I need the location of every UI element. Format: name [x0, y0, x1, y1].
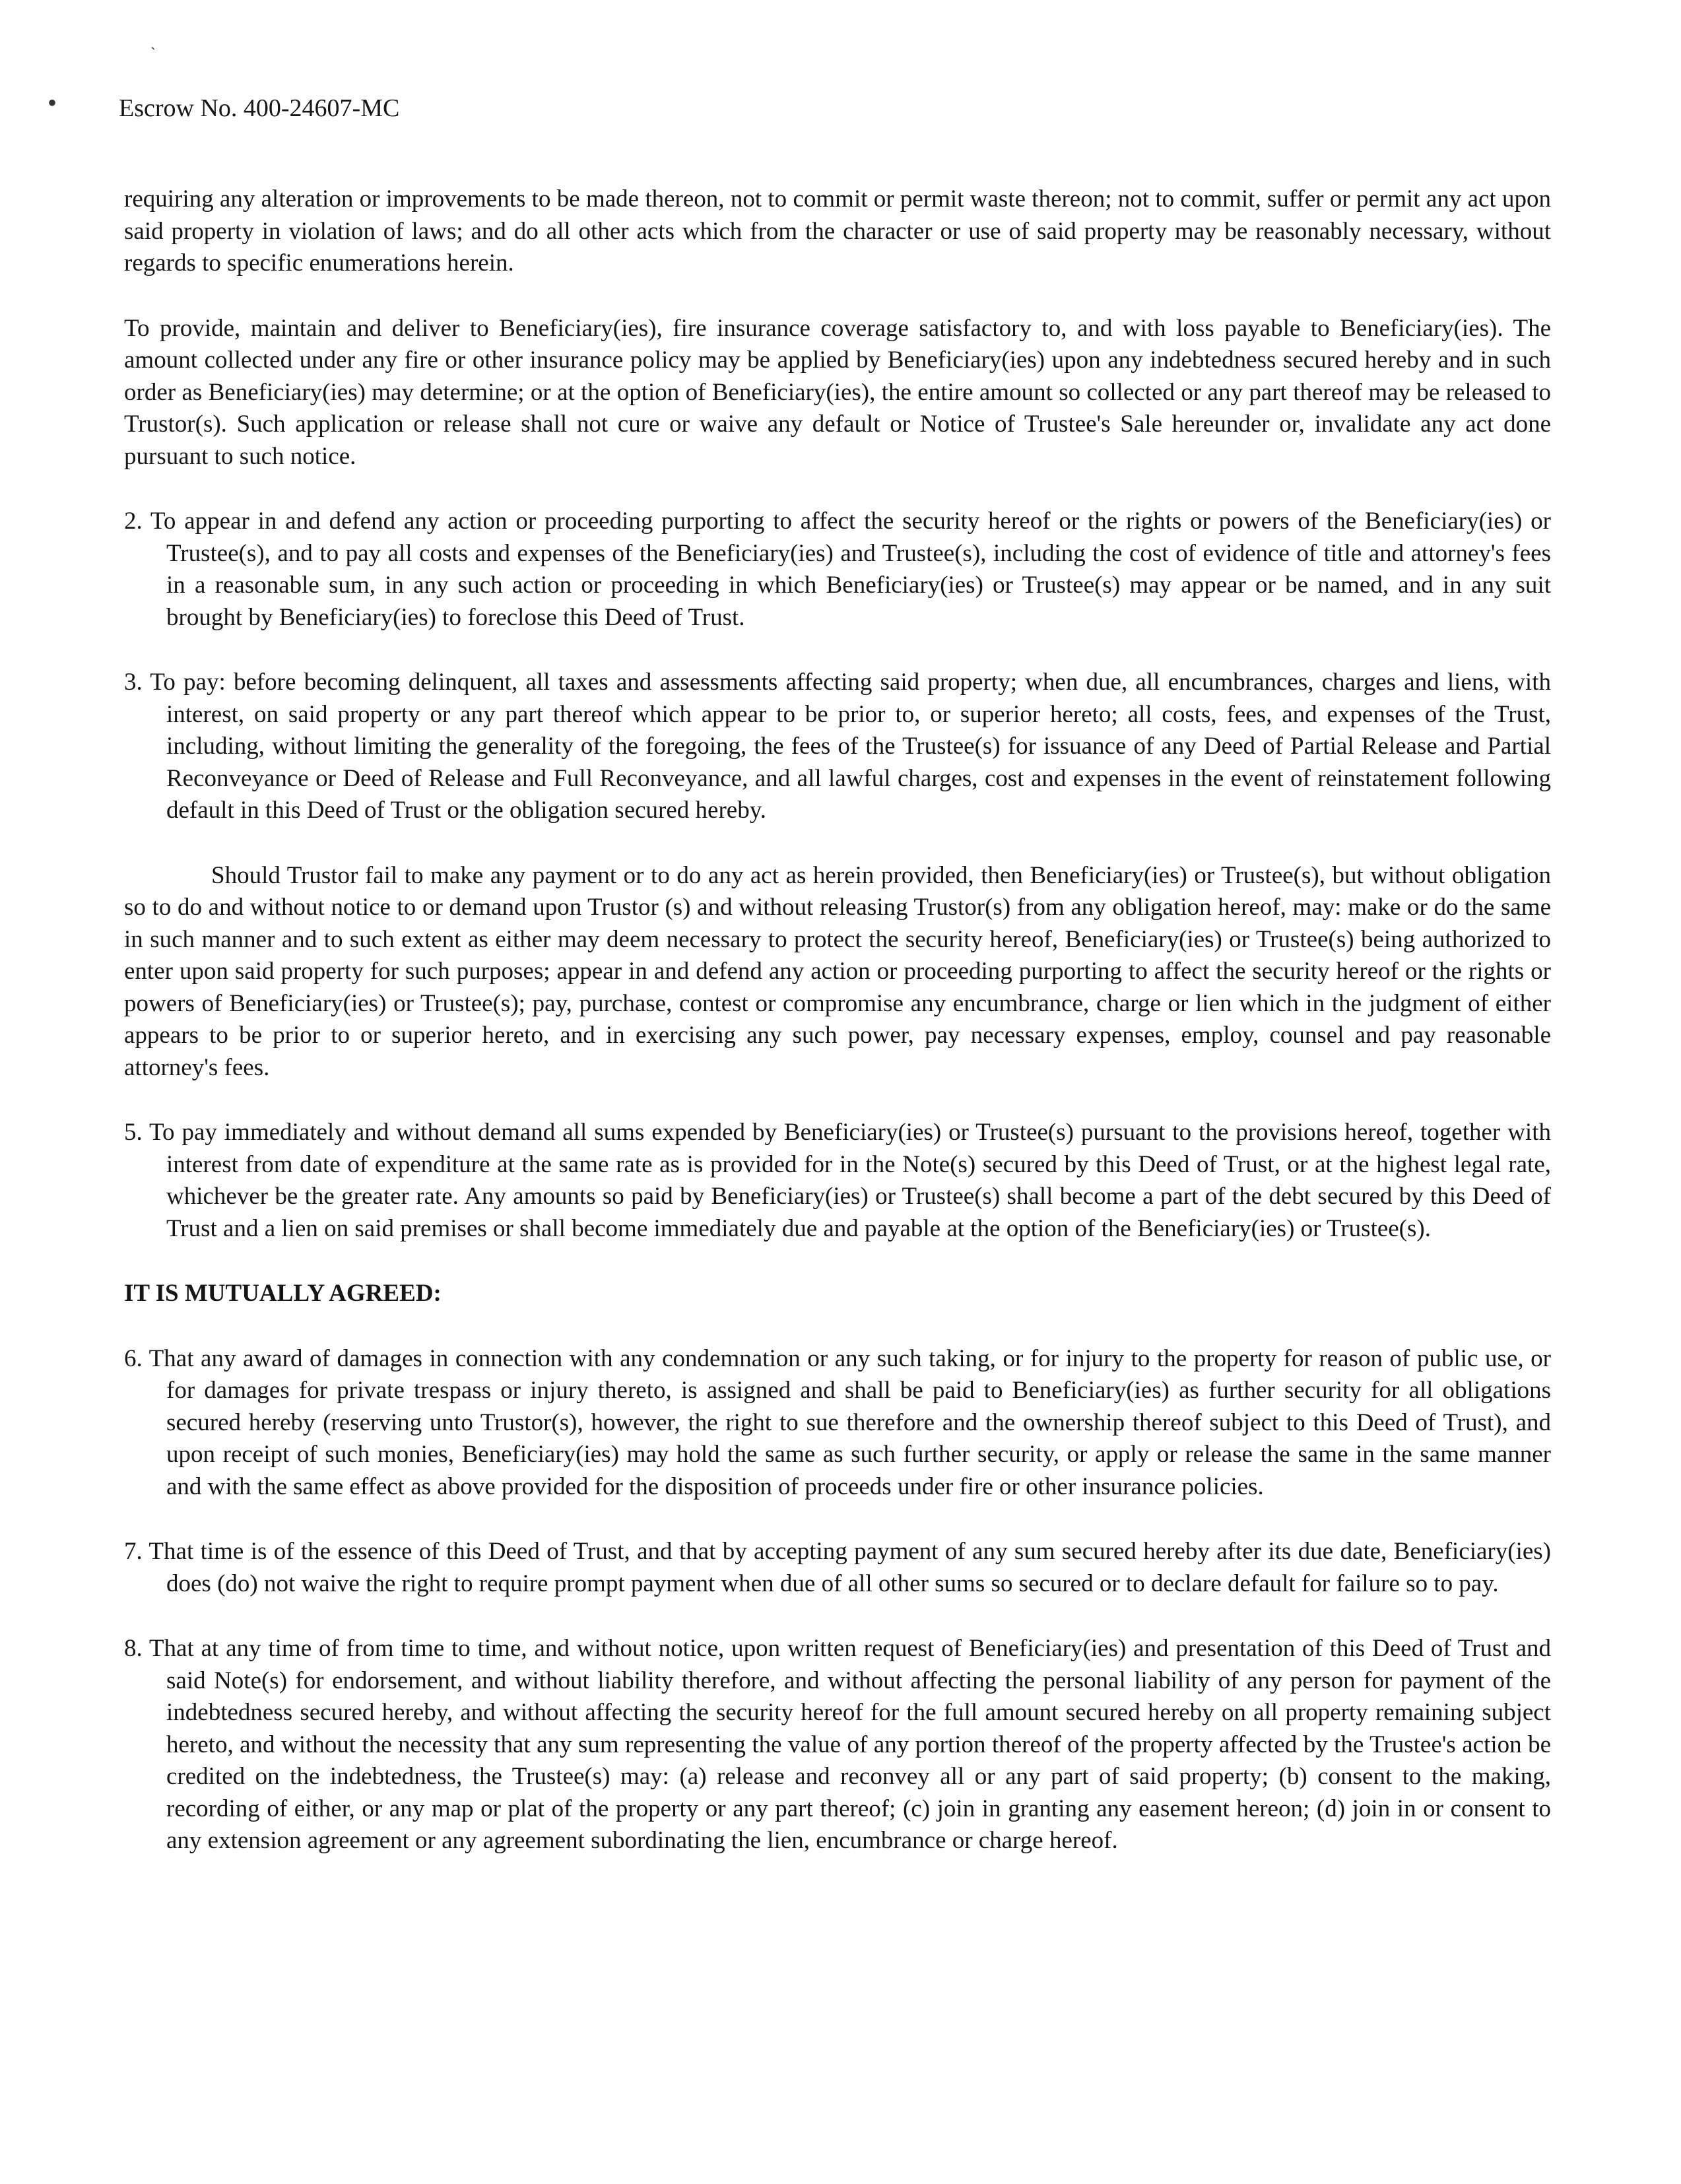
bullet-mark: • — [48, 88, 57, 117]
clause-8: 8. That at any time of from time to time, and without notice, upon written request of Beneficiary(ies) and presentation of this Deed of Trust and said Note(s) for endorsement, and without liability therefore, and without affecting the personal liability of any person for payment of the indebtedness secured hereby, and without affecting the security hereof for the full amount secured hereby on all property remaining subject hereto, and without the necessity that any sum representing the value of any portion thereof of the property affected by the Trustee's action be credited on the indebtedness, the Trustee(s) may: (a) release and reconvey all or any part of said property; (b) consent to the making, recording of either, or any map or plat of the property or any part thereof; (c) join in granting any easement hereon; (d) join in or consent to any extension agreement or any agreement subordinating the lien, encumbrance or charge hereof. — [124, 1635, 1551, 1854]
section-heading: IT IS MUTUALLY AGREED: — [124, 1280, 442, 1307]
clause-2: 2. To appear in and defend any action or proceeding purporting to affect the security hereof or the rights or powers of the Beneficiary(ies) or Trustee(s), and to pay all costs and expenses of the Beneficiary(ies) and Trustee(s), including the cost of evidence of title and attorney's fees in a reasonable sum, in any such action or proceeding in which Beneficiary(ies) or Trustee(s) may appear or be named, and in any suit brought by Beneficiary(ies) to foreclose this Deed of Trust. — [124, 508, 1551, 631]
paragraph-insurance: To provide, maintain and deliver to Beneficiary(ies), fire insurance coverage satisfactory to, and with loss payable to Beneficiary(ies). The amount collected under any fire or other insurance policy may be applied by Beneficiary(ies) upon any indebtedness secured hereby and in such order as Beneficiary(ies) may determine; or at the option of Beneficiary(ies), the entire amount so collected or any part thereof may be released to Trustor(s). Such application or release shall not cure or waive any default or Notice of Trustee's Sale hereunder or, invalidate any act done pursuant to such notice. — [124, 314, 1551, 470]
clause-6: 6. That any award of damages in connection with any condemnation or any such taking, or for injury to the property for reason of public use, or for damages for private trespass or injury thereto, is assigned and shall be paid to Beneficiary(ies) as further security for all obligations secured hereby (reserving unto Trustor(s), however, the right to sue therefore and the ownership thereof subject to this Deed of Trust), and upon receipt of such monies, Beneficiary(ies) may hold the same as such further security, or apply or release the same in the same manner and with the same effect as above provided for the disposition of proceeds under fire or other insurance policies. — [124, 1344, 1551, 1500]
clause-5: 5. To pay immediately and without demand all sums expended by Beneficiary(ies) or Trustee(s) pursuant to the provisions hereof, together with interest from date of expenditure at the same rate as is provided for in the Note(s) secured by this Deed of Trust, or at the highest legal rate, whichever be the greater rate. Any amounts so paid by Beneficiary(ies) or Trustee(s) shall become a part of the debt secured by this Deed of Trust and a lien on said premises or shall become immediately due and payable at the option of the Beneficiary(ies) or Trustee(s). — [124, 1119, 1551, 1242]
escrow-number: Escrow No. 400-24607-MC — [119, 94, 400, 122]
paragraph-trustor-fail: Should Trustor fail to make any payment or to do any act as herein provided, then Beneficiary(ies) or Trustee(s), but without obligation so to do and without notice to or demand upon Trustor (s) and without releasing Trustor(s) from any obligation hereof, may: make or do the same in such manner and to such extent as either may deem necessary to protect the security hereof, Beneficiary(ies) or Trustee(s) being authorized to enter upon said property for such purposes; appear in and defend any action or proceeding purporting to affect the security hereof or the rights or powers of Beneficiary(ies) or Trustee(s); pay, purchase, contest or compromise any encumbrance, charge or lien which in the judgment of either appears to be prior to or superior hereto, and in exercising any such power, pay necessary expenses, employ, counsel and pay reasonable attorney's fees. — [124, 861, 1551, 1081]
paragraph-continuation: requiring any alteration or improvements to be made thereon, not to commit or permit waste thereon; not to commit, suffer or permit any act upon said property in violation of laws; and do all other acts which from the character or use of said property may be reasonably necessary, without regards to specific enumerations herein. — [124, 185, 1551, 277]
clause-3: 3. To pay: before becoming delinquent, all taxes and assessments affecting said property; when due, all encumbrances, charges and liens, with interest, on said property or any part thereof which appear to be prior to, or superior hereto; all costs, fees, and expenses of the Trust, including, without limiting the generality of the foregoing, the fees of the Trustee(s) for issuance of any Deed of Partial Release and Partial Reconveyance or Deed of Release and Full Reconveyance, and all lawful charges, cost and expenses in the event of reinstatement following default in this Deed of Trust or the obligation secured hereby. — [124, 669, 1551, 824]
scan-mark: ` — [150, 46, 156, 63]
document-body — [124, 183, 1551, 1890]
clause-7: 7. That time is of the essence of this Deed of Trust, and that by accepting payment of any sum secured hereby after its due date, Beneficiary(ies) does (do) not waive the right to require prompt payment when due of all other sums so secured or to declare default for failure so to pay. — [124, 1538, 1551, 1597]
